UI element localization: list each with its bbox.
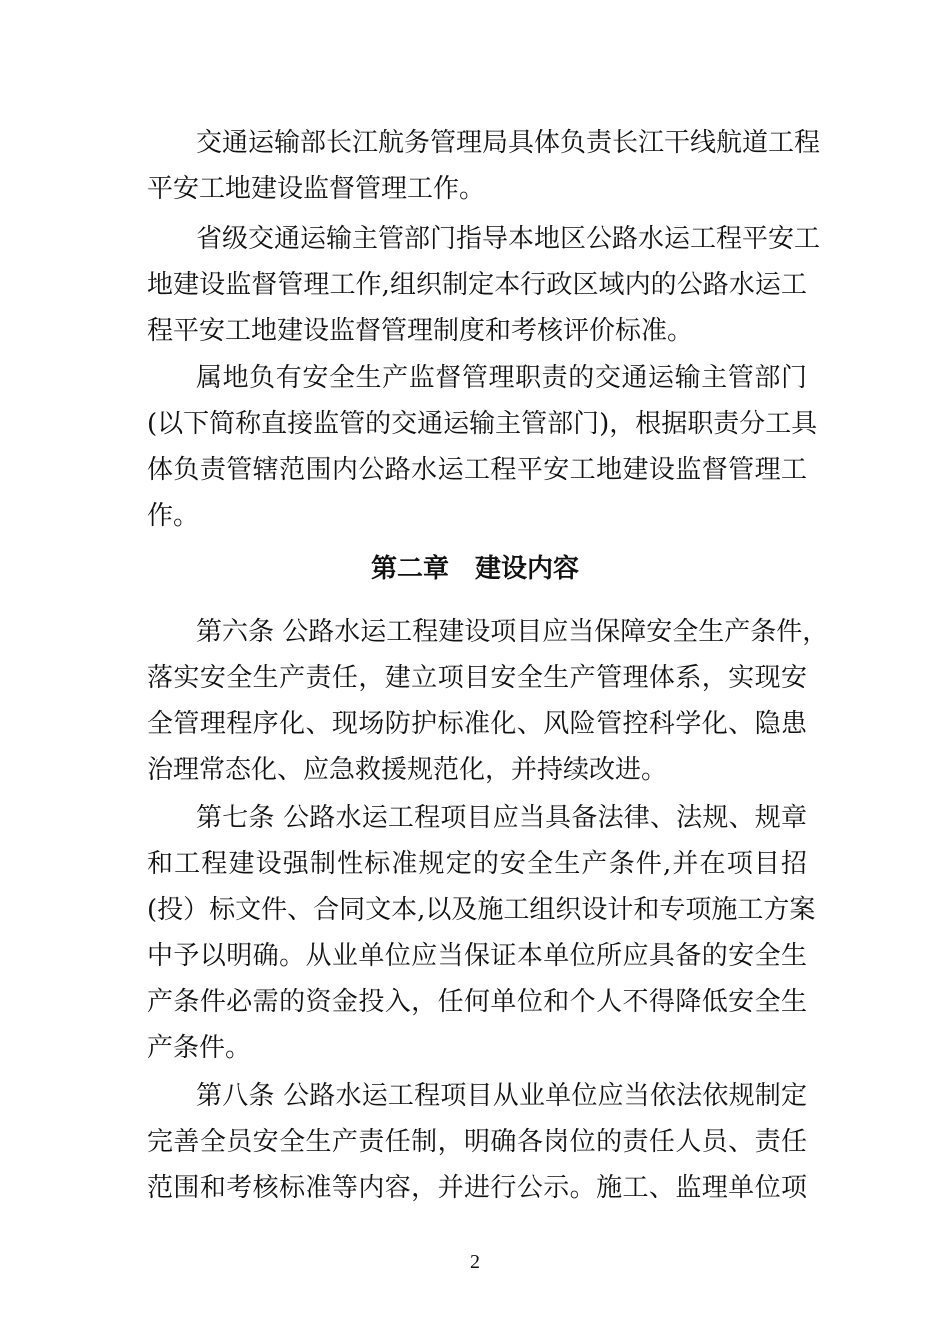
article-line: 产条件必需的资金投入，任何单位和个人不得降低安全生 [147, 987, 807, 1017]
paragraph-line: 平安工地建设监督管理工作。 [147, 174, 486, 204]
paragraph-line: 体负责管辖范围内公路水运工程平安工地建设监督管理工 [147, 455, 807, 485]
article-line: (投）标文件、合同文本,以及施工组织设计和专项施工方案 [147, 895, 816, 925]
article-line: 第八条 公路水运工程项目从业单位应当依法依规制定 [196, 1081, 807, 1111]
article-line: 第七条 公路水运工程项目应当具备法律、法规、规章 [196, 803, 807, 833]
article-line: 产条件。 [147, 1033, 252, 1063]
article-line: 范围和考核标准等内容，并进行公示。施工、监理单位项 [147, 1173, 807, 1203]
paragraph-line: 属地负有安全生产监督管理职责的交通运输主管部门 [196, 363, 807, 393]
article-line: 和工程建设强制性标准规定的安全生产条件,并在项目招 [147, 849, 807, 879]
paragraph-line: 程平安工地建设监督管理制度和考核评价标准。 [147, 316, 694, 346]
article-line: 全管理程序化、现场防护标准化、风险管控科学化、隐患 [147, 709, 807, 739]
page-number: 2 [470, 1251, 480, 1273]
paragraph-line: 地建设监督管理工作,组织制定本行政区域内的公路水运工 [147, 270, 807, 300]
chapter-heading: 第二章 建设内容 [370, 554, 579, 584]
article-line: 治理常态化、应急救援规范化，并持续改进。 [147, 755, 668, 785]
paragraph-line: 作。 [147, 501, 200, 531]
article-line: 中予以明确。从业单位应当保证本单位所应具备的安全生 [147, 941, 807, 971]
article-line: 完善全员安全生产责任制，明确各岗位的责任人员、责任 [147, 1127, 807, 1157]
article-line: 第六条 公路水运工程建设项目应当保障安全生产条件， [196, 617, 829, 647]
article-line: 落实安全生产责任，建立项目安全生产管理体系，实现安 [147, 663, 807, 693]
paragraph-line: 省级交通运输主管部门指导本地区公路水运工程平安工 [196, 224, 821, 254]
paragraph-line: 交通运输部长江航务管理局具体负责长江干线航道工程 [196, 128, 821, 158]
paragraph-line: (以下简称直接监管的交通运输主管部门)，根据职责分工具 [147, 409, 818, 439]
